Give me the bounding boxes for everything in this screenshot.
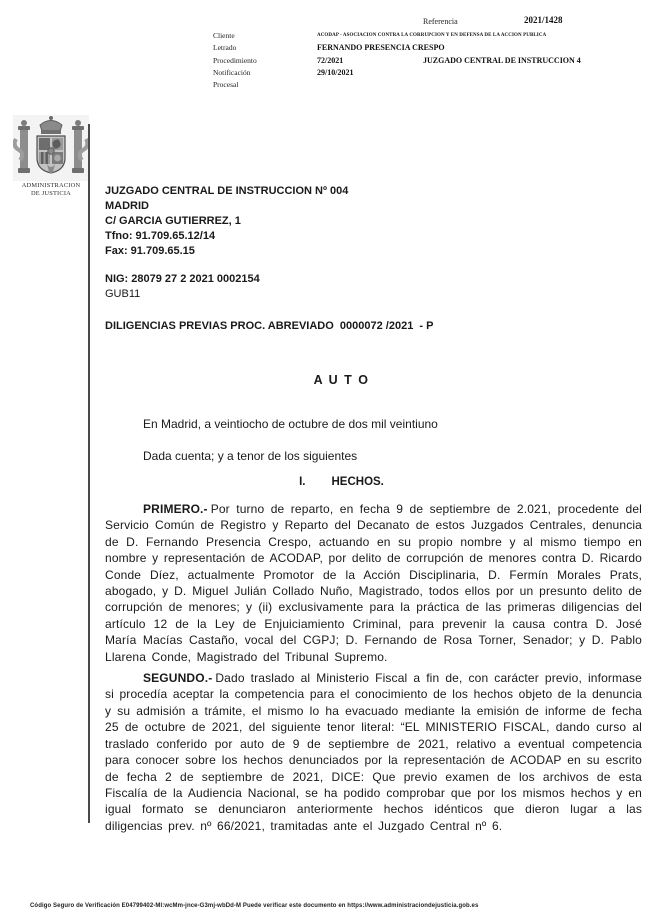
letrado-label: Letrado xyxy=(213,43,237,53)
gub-code: GUB11 xyxy=(105,288,141,300)
vertical-divider xyxy=(88,124,90,823)
paragraph-segundo xyxy=(105,670,642,834)
court-header-block xyxy=(105,184,642,259)
court-address: C/ GARCIA GUTIERREZ, 1 xyxy=(105,215,241,227)
proceeding-reference: DILIGENCIAS PREVIAS PROC. ABREVIADO 0000072 /2021 - P xyxy=(105,320,434,332)
paragraph-segundo-text: Dado traslado al Ministerio Fiscal a fin de, con carácter previo, informase si procedía aceptar la competencia para el conocimiento de los hechos objeto de la denuncia y su admisión a trámite, el mismo lo ha evacuado mediante la emisión de informe de fecha 25 de octubre de 2021, del siguiente tenor literal: “EL MINISTERIO FISCAL, dando curso al traslado conferido por auto de 9 de septiembre de 2021, relativo a eventual competencia para conocer sobre los hechos denunciados por la representación de ACODAP en su escrito de fecha 2 de septiembre de 2021, DICE: Que previo examen de los archivos de esta Fiscalía de la Audiencia Nacional, se ha podido comprobar que por los mismos hechos y en igual formato se denunciaron anteriormente hechos idénticos que dieron lugar a las diligencias prev. nº 66/2021, tramitadas ante el Juzgado Central nº 6. xyxy=(105,671,642,833)
letrado-value: FERNANDO PRESENCIA CRESPO xyxy=(317,43,445,53)
procedimiento-label: Procedimiento xyxy=(213,55,257,65)
cliente-value: ACODAP - ASOCIACION CONTRA LA CORRUPCION Y EN DEFENSA DE LA ACCION PUBLICA xyxy=(317,33,547,38)
notificacion-extra xyxy=(423,67,643,79)
nig-block xyxy=(105,272,642,302)
header-row-notificacion xyxy=(213,67,643,79)
court-name: JUZGADO CENTRAL DE INSTRUCCION Nº 004 xyxy=(105,185,349,197)
letrado-extra xyxy=(423,42,643,54)
notification-header-table xyxy=(213,30,643,91)
secure-verification-code: Código Seguro de Verificación E04799402-MI:wcMm-jnce-G3mj-wbDd-M Puede verificar este documento en https://www.administraciondejusticia.gob.es xyxy=(30,903,479,909)
procedimiento-court: JUZGADO CENTRAL DE INSTRUCCION 4 xyxy=(423,55,581,65)
logo-caption-line1: ADMINISTRACION xyxy=(21,182,81,189)
court-city: MADRID xyxy=(105,200,149,212)
court-phone: Tfno: 91.709.65.12/14 xyxy=(105,230,216,242)
section-number: I. xyxy=(299,476,306,488)
dada-cuenta-line: Dada cuenta; y a tenor de los siguientes xyxy=(143,449,358,463)
paragraph-primero xyxy=(105,501,642,665)
administracion-justicia-logo xyxy=(12,115,90,197)
facts-paragraphs xyxy=(105,501,642,834)
procesal-value xyxy=(317,79,423,91)
procesal-label: Procesal xyxy=(213,80,239,90)
procedimiento-value: 72/2021 xyxy=(317,55,344,65)
header-row-procesal xyxy=(213,79,643,91)
section-heading xyxy=(105,476,578,488)
section-title: HECHOS. xyxy=(331,476,384,488)
header-row-cliente xyxy=(213,30,643,42)
paragraph-segundo-lead: SEGUNDO.- xyxy=(143,671,213,686)
place-date-line: En Madrid, a veintiocho de octubre de dos mil veintiuno xyxy=(143,417,438,431)
procesal-extra xyxy=(423,79,643,91)
notificacion-label: Notificación xyxy=(213,67,251,77)
referencia-value: 2021/1428 xyxy=(524,15,563,25)
logo-caption-line2: DE JUSTICIA xyxy=(30,189,71,197)
spain-coat-of-arms-icon xyxy=(13,115,89,181)
document-title: A U T O xyxy=(313,373,370,387)
paragraph-primero-lead: PRIMERO.- xyxy=(143,502,208,516)
cliente-label: Cliente xyxy=(213,31,235,40)
court-fax: Fax: 91.709.65.15 xyxy=(105,245,195,257)
cliente-extra xyxy=(423,30,643,42)
document-title-wrap xyxy=(105,371,578,389)
header-row-procedimiento xyxy=(213,55,643,67)
referencia-label: Referencia xyxy=(423,17,458,26)
document-content xyxy=(105,184,642,839)
nig-number: NIG: 28079 27 2 2021 0002154 xyxy=(105,273,260,285)
paragraph-primero-text: Por turno de reparto, en fecha 9 de septiembre de 2.021, procedente del Servicio Común de Registro y Reparto del Decanato de estos Juzgados Centrales, denuncia de D. Fernando Presencia Crespo, actuando en su propio nombre y al mismo tiempo en nombre y representación de ACODAP, por delito de corrupción de menores contra D. Ricardo Conde Díez, actualmente Promotor de la Acción Disciplinaria, D. Fermín Morales Prats, abogado, y D. Miguel Julián Collado Nuño, Magistrado, todos ellos por un presunto delito de corrupción de menores; y (ii) exclusivamente para la práctica de las primeras diligencias del artículo 12 de la Ley de Enjuiciamiento Criminal, para prevenir la causa contra D. José María Macías Castaño, vocal del CGPJ; D. Fernando de Rosa Torner, Senador; y D. Pablo Llarena Conde, Magistrado del Tribunal Supremo. xyxy=(105,502,642,664)
header-row-letrado xyxy=(213,42,643,54)
logo-caption xyxy=(12,182,90,197)
notificacion-value: 29/10/2021 xyxy=(317,67,354,77)
